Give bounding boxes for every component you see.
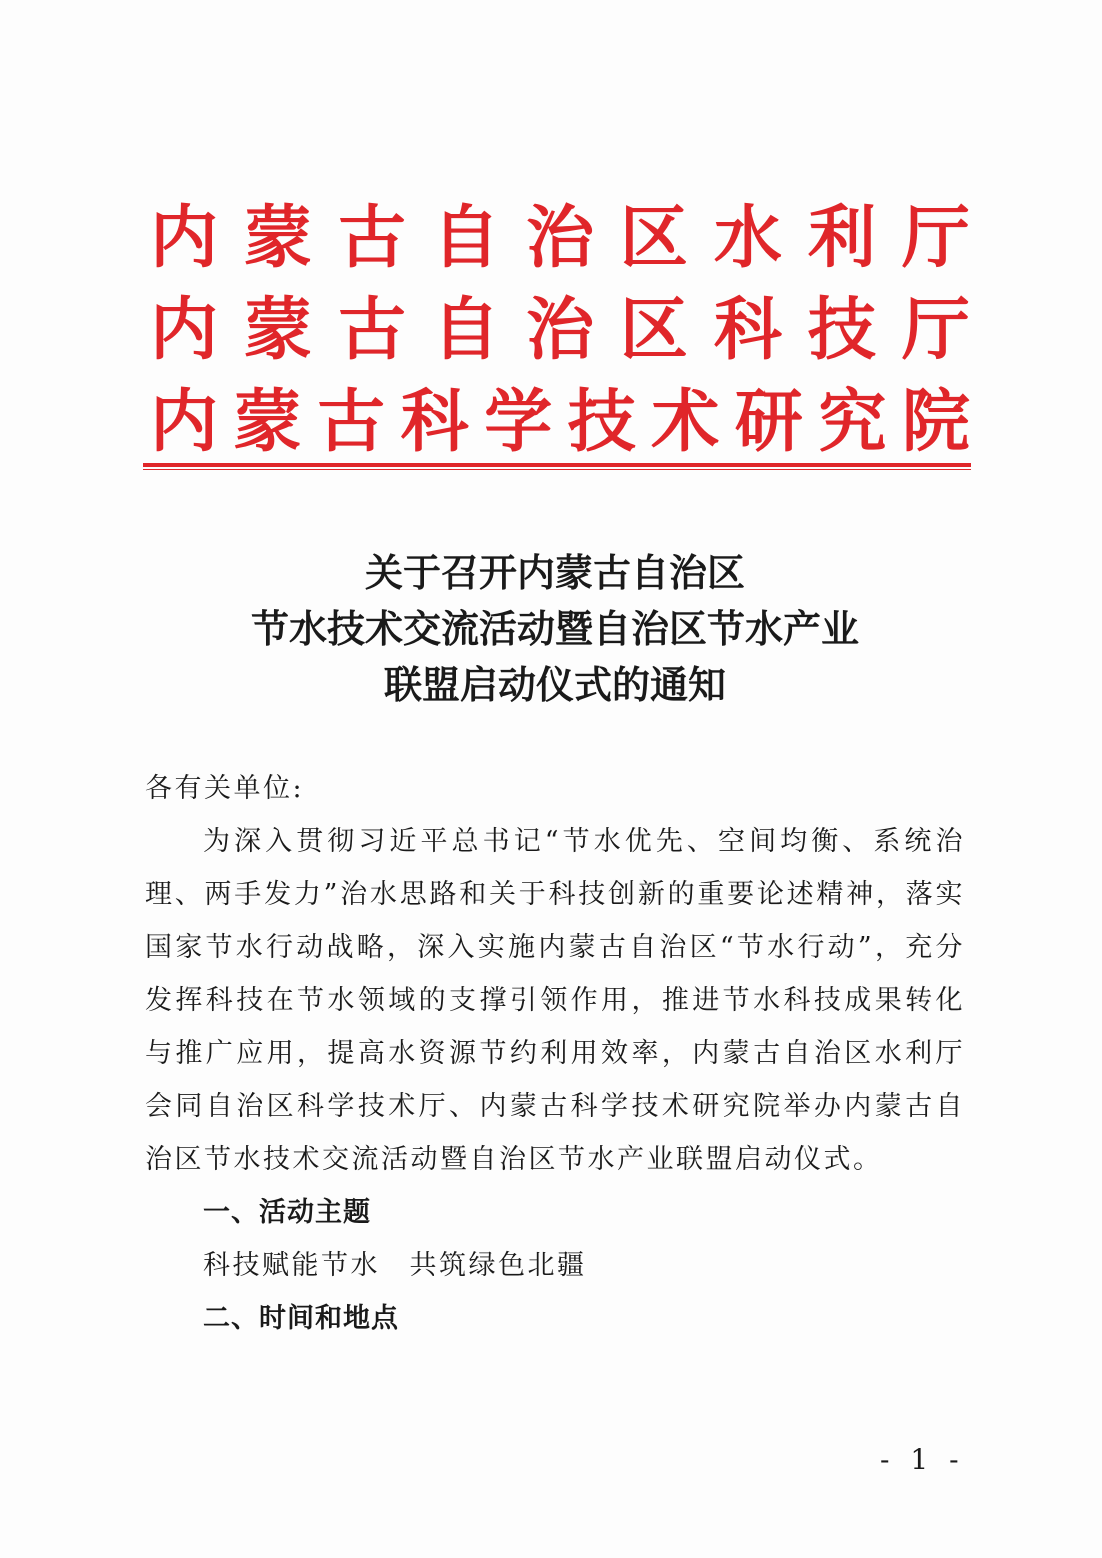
intro-paragraph: 为深入贯彻习近平总书记“节水优先、空间均衡、系统治理、两手发力”治水思路和关于科技创新的重要论述精神，落实国家节水行动战略，深入实施内蒙古自治区“节水行动”，充分发挥科技在节水领域的支撑引领作用，推进节水科技成果转化与推广应用，提高水资源节约利用效率，内蒙古自治区水利厅会同自治区科学技术厅、内蒙古科学技术研究院举办内蒙古自治区节水技术交流活动暨自治区节水产业联盟启动仪式。 <box>145 826 965 1175</box>
issuer-char: 古 <box>337 198 406 278</box>
issuer-char: 技 <box>807 290 876 370</box>
issuer-char: 内 <box>150 382 219 462</box>
issuer-char: 内 <box>150 198 219 278</box>
notice-title <box>150 545 960 713</box>
issuer-char: 自 <box>431 290 500 370</box>
issuer-char: 蒙 <box>243 290 312 370</box>
notice-body <box>145 762 965 1345</box>
issuer-char: 院 <box>901 382 970 462</box>
issuer-char: 学 <box>484 382 553 462</box>
issuer-char: 研 <box>734 382 803 462</box>
issuer-char: 水 <box>713 198 782 278</box>
issuer-char: 究 <box>818 382 887 462</box>
title-line-2: 节水技术交流活动暨自治区节水产业 <box>250 606 859 651</box>
issuer-char: 蒙 <box>233 382 302 462</box>
issuer-char: 治 <box>525 198 594 278</box>
issuer-char: 利 <box>807 198 876 278</box>
red-separator-thick <box>143 463 971 467</box>
issuer-water-resources <box>150 192 970 284</box>
issuer-char: 科 <box>713 290 782 370</box>
issuer-char: 厅 <box>901 290 970 370</box>
issuer-char: 厅 <box>901 198 970 278</box>
page-number: - 1 - <box>880 1443 965 1476</box>
section-heading-time-place: 二、时间和地点 <box>203 1303 399 1334</box>
issuer-header <box>150 192 970 468</box>
issuer-char: 区 <box>619 198 688 278</box>
issuer-char: 术 <box>651 382 720 462</box>
issuer-char: 古 <box>337 290 406 370</box>
issuer-char: 技 <box>567 382 636 462</box>
issuer-char: 治 <box>525 290 594 370</box>
issuer-char: 内 <box>150 290 219 370</box>
issuer-academy <box>150 376 970 468</box>
issuer-char: 蒙 <box>243 198 312 278</box>
issuer-char: 古 <box>317 382 386 462</box>
issuer-char: 区 <box>619 290 688 370</box>
title-line-1: 关于召开内蒙古自治区 <box>364 550 745 595</box>
title-line-3: 联盟启动仪式的通知 <box>383 662 726 707</box>
issuer-science-technology <box>150 284 970 376</box>
section-heading-theme: 一、活动主题 <box>203 1197 371 1228</box>
red-separator-thin <box>143 469 971 470</box>
activity-theme: 科技赋能节水 共筑绿色北疆 <box>203 1250 587 1281</box>
issuer-char: 自 <box>431 198 500 278</box>
issuer-char: 科 <box>400 382 469 462</box>
salutation: 各有关单位: <box>145 773 305 804</box>
